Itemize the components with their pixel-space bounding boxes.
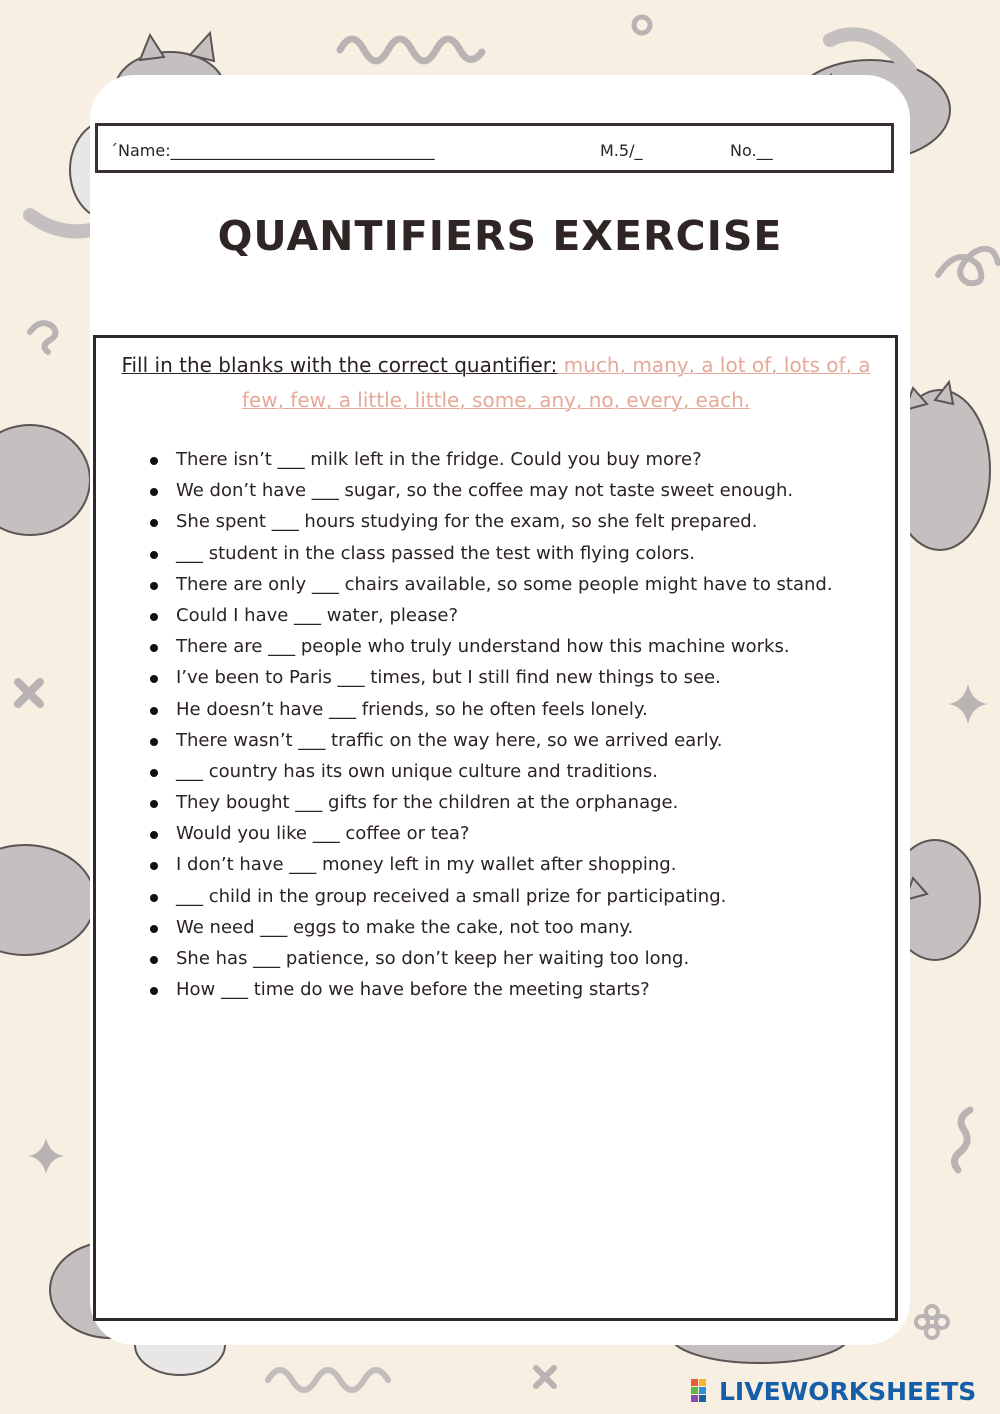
bullet-icon <box>150 956 158 964</box>
instruction-lead: Fill in the blanks with the correct quantifier: <box>121 353 558 377</box>
page-title: QUANTIFIERS EXERCISE <box>217 212 783 260</box>
question-item <box>144 694 884 725</box>
liveworksheets-logo[interactable] <box>690 1375 976 1407</box>
question-text: Would you like ___ coffee or tea? <box>176 823 470 845</box>
bullet-icon <box>150 613 158 621</box>
cat-illustration <box>0 425 95 955</box>
question-text: She spent ___ hours studying for the exam, so she felt prepared. <box>176 511 758 533</box>
question-item <box>144 475 884 506</box>
question-item <box>144 631 884 662</box>
question-item <box>144 974 884 1005</box>
bullet-icon <box>150 644 158 652</box>
question-text: There are ___ people who truly understand how this machine works. <box>176 636 790 658</box>
bullet-icon <box>150 738 158 746</box>
question-text: She has ___ patience, so don’t keep her waiting too long. <box>176 948 690 969</box>
instruction-text <box>106 348 886 418</box>
question-list <box>144 444 884 1005</box>
squiggle-decoration <box>268 1370 388 1390</box>
bullet-icon <box>150 925 158 933</box>
question-text: We don’t have ___ sugar, so the coffee may not taste sweet enough. <box>176 480 794 502</box>
sparkle-decoration <box>28 1138 64 1174</box>
cross-decoration <box>18 682 40 704</box>
question-item <box>144 506 884 537</box>
question-item <box>144 787 884 818</box>
question-item <box>144 849 884 880</box>
bullet-icon <box>150 707 158 715</box>
question-text: ___ child in the group received a small prize for participating. <box>176 885 727 907</box>
question-item <box>144 725 884 756</box>
bullet-icon <box>150 675 158 683</box>
question-text: He doesn’t have ___ friends, so he often feels lonely. <box>176 698 648 720</box>
question-item <box>144 756 884 787</box>
student-info-box <box>95 123 894 173</box>
squiggle-decoration <box>30 323 56 352</box>
question-text: We need ___ eggs to make the cake, not too many. <box>176 916 634 938</box>
bullet-icon <box>150 488 158 496</box>
word-bank: much, many, a lot of, lots of, a few, few, a little, little, some, any, no, every, each. <box>241 353 871 412</box>
dot-decoration <box>634 17 650 33</box>
question-item <box>144 943 884 974</box>
sparkle-decoration <box>948 684 988 724</box>
question-text: Could I have ___ water, please? <box>176 604 459 626</box>
bullet-icon <box>150 551 158 559</box>
question-text: I don’t have ___ money left in my wallet after shopping. <box>176 854 677 876</box>
exercise-box <box>93 335 898 1321</box>
question-item <box>144 818 884 849</box>
bullet-icon <box>150 800 158 808</box>
class-field[interactable]: M.5/_ <box>600 141 643 160</box>
logo-text: LIVEWORKSHEETS <box>719 1376 977 1406</box>
question-text: There are only ___ chairs available, so some people might have to stand. <box>176 573 833 595</box>
question-item <box>144 912 884 943</box>
bullet-icon <box>150 894 158 902</box>
bullet-icon <box>150 831 158 839</box>
bullet-icon <box>150 582 158 590</box>
question-text: I’ve been to Paris ___ times, but I still find new things to see. <box>176 667 721 689</box>
number-field[interactable]: No.__ <box>730 141 773 160</box>
question-item <box>144 600 884 631</box>
question-item <box>144 538 884 569</box>
bullet-icon <box>150 769 158 777</box>
question-item <box>144 662 884 693</box>
bullet-icon <box>150 519 158 527</box>
question-text: There wasn’t ___ traffic on the way here, so we arrived early. <box>176 729 723 751</box>
bullet-icon <box>150 862 158 870</box>
squiggle-decoration <box>954 1110 970 1170</box>
question-text: ___ country has its own unique culture and traditions. <box>176 760 658 782</box>
question-item <box>144 569 884 600</box>
question-text: There isn’t ___ milk left in the fridge. Could you buy more? <box>176 449 702 470</box>
flower-decoration <box>916 1306 948 1338</box>
liveworksheets-logo-icon <box>690 1377 716 1405</box>
question-item <box>144 881 884 912</box>
bullet-icon <box>150 457 158 465</box>
question-text: They bought ___ gifts for the children at the orphanage. <box>176 792 679 814</box>
squiggle-decoration <box>340 39 482 61</box>
question-text: ___ student in the class passed the test with flying colors. <box>176 542 695 564</box>
bullet-icon <box>150 987 158 995</box>
cross-decoration <box>536 1368 554 1386</box>
name-field[interactable]: ˊName:_________________________________ <box>110 141 435 160</box>
question-item <box>144 444 884 475</box>
question-text: How ___ time do we have before the meeting starts? <box>176 979 650 1001</box>
